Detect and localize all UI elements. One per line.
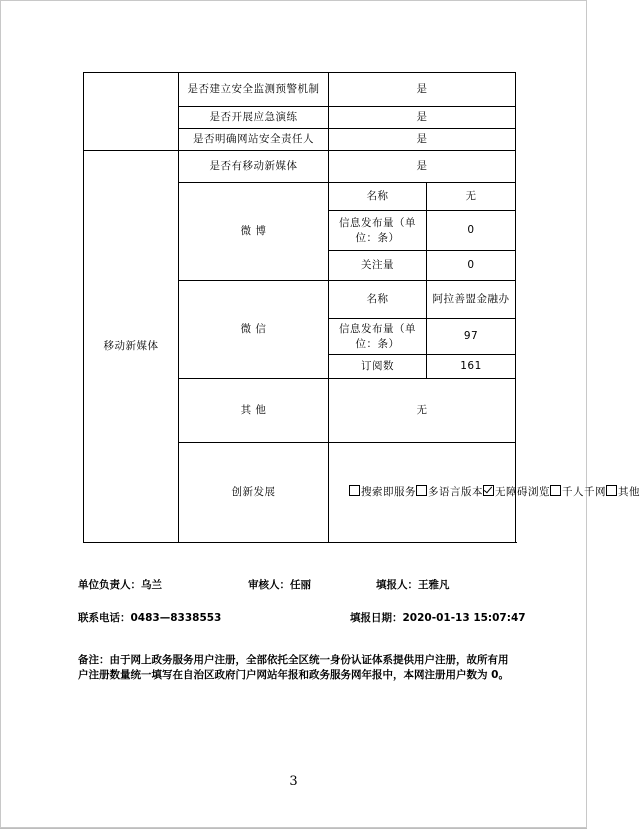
security-owner-value: 是 [329,129,516,151]
other-media-label: 其 他 [179,379,329,443]
reviewer: 审核人：任丽 [248,579,311,591]
checkbox-unchecked-icon[interactable] [550,485,561,496]
monitoring-mechanism-value: 是 [329,73,516,107]
weibo-followers-value: 0 [427,251,516,281]
has-mobile-media-label: 是否有移动新媒体 [179,151,329,183]
weixin-label: 微 信 [179,281,329,379]
option-personalized[interactable]: 千人千网 [550,486,606,498]
other-media-value: 无 [329,379,516,443]
weibo-label: 微 博 [179,183,329,281]
section-blank-cell [84,73,179,151]
innovation-options [329,443,640,543]
fill-date: 填报日期：2020-01-13 15:07:47 [350,612,526,624]
security-owner-label: 是否明确网站安全责任人 [179,129,329,151]
weixin-subscribers-label: 订阅数 [329,355,427,379]
weixin-subscribers-value: 161 [427,355,516,379]
weibo-name-value: 无 [427,183,516,211]
weixin-name-value: 阿拉善盟金融办 [427,281,516,319]
checkbox-unchecked-icon[interactable] [606,485,617,496]
option-multilingual[interactable]: 多语言版本 [416,486,483,498]
weibo-followers-label: 关注量 [329,251,427,281]
page-bottom-divider [0,828,587,829]
contact-phone: 联系电话：0483—8338553 [78,612,222,624]
page-number: 3 [289,774,298,789]
website-report-table [83,72,640,543]
innovation-section-label: 创新发展 [179,443,329,543]
weixin-posts-label: 信息发布量（单位：条） [329,319,427,355]
remark-note: 备注：由于网上政务服务用户注册，全部依托全区统一身份认证体系提供用户注册，故所有用户注册数量统一填写在自治区政府门户网站年报和政务服务网年报中，本网注册用户数为 0。 [78,654,509,681]
checkbox-unchecked-icon[interactable] [349,485,360,496]
checkbox-unchecked-icon[interactable] [416,485,427,496]
weibo-name-label: 名称 [329,183,427,211]
option-accessibility[interactable]: 无障碍浏览 [483,486,550,498]
weixin-posts-value: 97 [427,319,516,355]
unit-head: 单位负责人：乌兰 [78,579,162,591]
checkbox-checked-icon[interactable] [483,485,494,496]
option-search-as-service[interactable]: 搜索即服务 [349,486,416,498]
weixin-name-label: 名称 [329,281,427,319]
mobile-media-section-label: 移动新媒体 [84,151,179,543]
monitoring-mechanism-label: 是否建立安全监测预警机制 [179,73,329,107]
weibo-posts-value: 0 [427,211,516,251]
emergency-drill-value: 是 [329,107,516,129]
filler: 填报人：王雅凡 [376,579,450,591]
weibo-posts-label: 信息发布量（单位：条） [329,211,427,251]
has-mobile-media-value: 是 [329,151,516,183]
emergency-drill-label: 是否开展应急演练 [179,107,329,129]
option-other[interactable]: 其他 [606,486,640,498]
